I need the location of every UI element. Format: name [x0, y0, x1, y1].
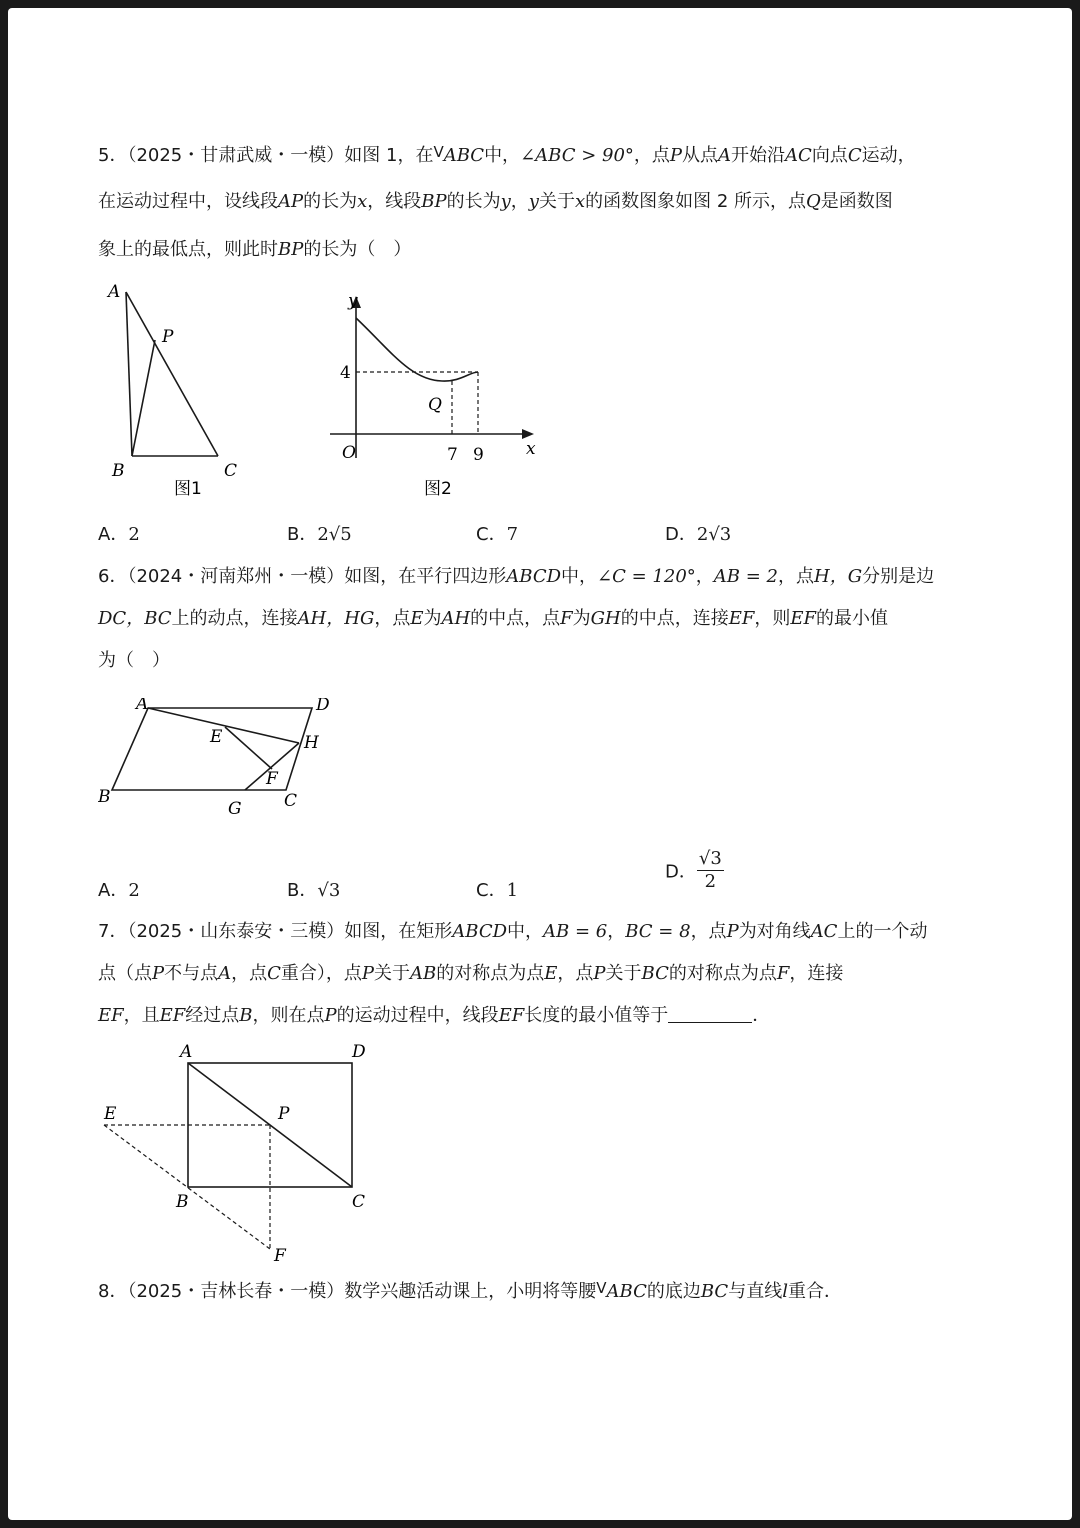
value-4: 4: [340, 363, 351, 383]
document-page: [8, 8, 1072, 1520]
label-A: A: [108, 282, 121, 302]
q5-option-c[interactable]: C．7: [476, 524, 519, 545]
label-A: A: [136, 698, 149, 714]
label-F: F: [266, 769, 278, 789]
q5-line-2: 在运动过程中，设线段AP的长为x，线段BP的长为y，y关于x的函数图象如图 2 所示，点Q是函数图: [98, 191, 893, 212]
label-C: C: [224, 461, 238, 481]
label-B: B: [98, 787, 111, 807]
label-D: D: [352, 1043, 366, 1062]
q7-line-2: 点（点P不与点A，点C重合），点P关于AB的对称点为点E，点P关于BC的对称点为点F，连接: [98, 963, 844, 984]
q6-option-c[interactable]: C．1: [476, 880, 519, 901]
label-C: C: [284, 791, 298, 811]
q6-option-d[interactable]: D． $\frac{√3}{2}$: [665, 848, 722, 892]
label-G: G: [228, 799, 242, 819]
q6-line-1: 6．（2024・河南郑州・一模）如图，在平行四边形ABCD中，∠C = 120°，AB = 2，点H，G分别是边: [98, 566, 935, 587]
q7-line-1: 7．（2025・山东泰安・三模）如图，在矩形ABCD中，AB = 6，BC = 8，点P为对角线AC上的一个动: [98, 921, 928, 942]
label-P: P: [278, 1104, 290, 1124]
q6-figure: [98, 698, 358, 828]
value-9: 9: [473, 445, 484, 465]
figure-caption: 图1: [174, 479, 202, 499]
q6-option-b[interactable]: B．√3: [287, 880, 341, 901]
value-7: 7: [447, 445, 458, 465]
answer-blank[interactable]: [668, 1004, 752, 1023]
fraction: $\frac{√3}{2}$: [698, 848, 722, 892]
q5-line-1: 5．（2025・甘肃武威・一模）如图 1，在$^V$ABC中，∠ABC > 90°，点P从点A开始沿AC向点C运动，: [98, 143, 916, 166]
axis-x-label: x: [526, 439, 536, 459]
origin-label: O: [342, 443, 356, 463]
q5-option-b[interactable]: B．2√5: [287, 524, 352, 545]
label-D: D: [316, 698, 330, 715]
q5-line-3: 象上的最低点，则此时BP的长为（ ）: [98, 239, 412, 260]
q5-figure-1: [98, 280, 268, 500]
label-B: B: [112, 461, 125, 481]
angle-condition: ∠ABC > 90°: [520, 145, 634, 166]
q6-line-2: DC，BC上的动点，连接AH，HG，点E为AH的中点，点F为GH的中点，连接EF，则EF的最小值: [98, 608, 889, 629]
figure-caption: 图2: [424, 479, 452, 499]
q7-line-3: EF，且EF经过点B，则在点P的运动过程中，线段EF长度的最小值等于 ．: [98, 1005, 771, 1026]
q5-option-d[interactable]: D．2√3: [665, 524, 732, 545]
label-Q: Q: [428, 395, 442, 415]
label-A: A: [180, 1043, 193, 1062]
label-C: C: [352, 1192, 366, 1212]
q7-figure: [98, 1043, 388, 1265]
q8-line-1: 8．（2025・吉林长春・一模）数学兴趣活动课上，小明将等腰$^V$ABC的底边BC与直线l重合．: [98, 1279, 842, 1302]
label-H: H: [304, 733, 319, 753]
label-P: P: [162, 327, 174, 347]
q5-option-a[interactable]: A．2: [98, 524, 140, 545]
label-B: B: [176, 1192, 189, 1212]
label-E: E: [210, 727, 223, 747]
label-F: F: [274, 1246, 286, 1265]
axis-y-label: y: [348, 291, 358, 311]
x-axis-arrow: [522, 429, 534, 439]
q6-line-3: 为（ ）: [98, 650, 170, 671]
q5-figure-2: [320, 288, 550, 500]
label-E: E: [104, 1104, 117, 1124]
q6-option-a[interactable]: A．2: [98, 880, 140, 901]
